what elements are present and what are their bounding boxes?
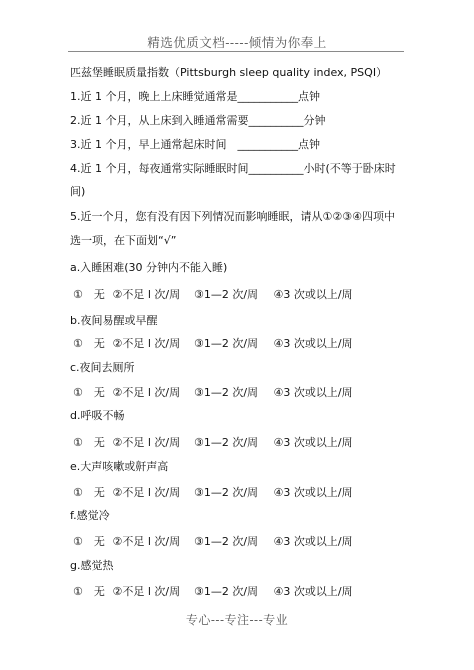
header-divider xyxy=(68,51,404,52)
option-none[interactable]: ① 无 xyxy=(73,288,105,301)
option-less-than-once[interactable]: ②不足 l 次/周 xyxy=(112,436,181,449)
option-less-than-once[interactable]: ②不足 l 次/周 xyxy=(112,288,181,301)
option-1-2-times[interactable]: ③1—2 次/周 xyxy=(194,486,259,499)
option-1-2-times[interactable]: ③1—2 次/周 xyxy=(194,386,259,399)
question-3: 3.近 1 个月，早上通常起床时间 ___________点钟 xyxy=(70,138,320,151)
item-c-options xyxy=(73,386,353,400)
option-none[interactable]: ① 无 xyxy=(73,386,105,399)
question-4-continued: 间) xyxy=(70,185,86,198)
option-none[interactable]: ① 无 xyxy=(73,486,105,499)
item-a-options xyxy=(73,288,353,302)
option-1-2-times[interactable]: ③1—2 次/周 xyxy=(194,585,259,598)
item-f-label: f.感觉冷 xyxy=(70,509,110,522)
option-1-2-times[interactable]: ③1—2 次/周 xyxy=(194,436,259,449)
option-less-than-once[interactable]: ②不足 l 次/周 xyxy=(112,337,181,350)
item-d-options xyxy=(73,436,353,450)
option-3-or-more[interactable]: ④3 次或以上/周 xyxy=(273,386,353,399)
question-1: 1.近 1 个月，晚上上床睡觉通常是___________点钟 xyxy=(70,90,320,103)
option-none[interactable]: ① 无 xyxy=(73,337,105,350)
page-footer: 专心---专注---专业 xyxy=(185,613,289,627)
option-1-2-times[interactable]: ③1—2 次/周 xyxy=(194,337,259,350)
option-less-than-once[interactable]: ②不足 l 次/周 xyxy=(112,486,181,499)
option-3-or-more[interactable]: ④3 次或以上/周 xyxy=(273,486,353,499)
option-none[interactable]: ① 无 xyxy=(73,535,105,548)
item-b-options xyxy=(73,337,353,351)
item-a-label: a.入睡困难(30 分钟内不能入睡) xyxy=(70,261,228,274)
option-3-or-more[interactable]: ④3 次或以上/周 xyxy=(273,585,353,598)
question-2: 2.近 1 个月，从上床到入睡通常需要__________分钟 xyxy=(70,114,326,127)
option-1-2-times[interactable]: ③1—2 次/周 xyxy=(194,535,259,548)
option-3-or-more[interactable]: ④3 次或以上/周 xyxy=(273,535,353,548)
question-4: 4.近 1 个月，每夜通常实际睡眠时间__________小时(不等于卧床时 xyxy=(70,162,396,175)
option-3-or-more[interactable]: ④3 次或以上/周 xyxy=(273,337,353,350)
page-header: 精选优质文档-----倾情为你奉上 xyxy=(147,35,327,50)
item-f-options xyxy=(73,535,353,549)
option-less-than-once[interactable]: ②不足 l 次/周 xyxy=(112,535,181,548)
option-less-than-once[interactable]: ②不足 l 次/周 xyxy=(112,386,181,399)
item-g-options xyxy=(73,585,353,599)
item-e-label: e.大声咳嗽或鼾声高 xyxy=(70,460,169,473)
option-3-or-more[interactable]: ④3 次或以上/周 xyxy=(273,436,353,449)
item-e-options xyxy=(73,486,353,500)
question-5-continued: 选一项，在下面划“√” xyxy=(70,234,177,247)
option-3-or-more[interactable]: ④3 次或以上/周 xyxy=(273,288,353,301)
item-c-label: c.夜间去厕所 xyxy=(70,361,135,374)
option-none[interactable]: ① 无 xyxy=(73,585,105,598)
item-d-label: d.呼吸不畅 xyxy=(70,409,125,422)
item-b-label: b.夜间易醒或早醒 xyxy=(70,314,158,327)
option-less-than-once[interactable]: ②不足 l 次/周 xyxy=(112,585,181,598)
option-none[interactable]: ① 无 xyxy=(73,436,105,449)
item-g-label: g.感觉热 xyxy=(70,559,114,572)
question-5: 5.近一个月，您有没有因下列情况而影响睡眠，请从①②③④四项中 xyxy=(70,210,395,223)
questionnaire-title: 匹兹堡睡眠质量指数（Pittsburgh sleep quality index, PSQI） xyxy=(70,66,388,79)
option-1-2-times[interactable]: ③1—2 次/周 xyxy=(194,288,259,301)
